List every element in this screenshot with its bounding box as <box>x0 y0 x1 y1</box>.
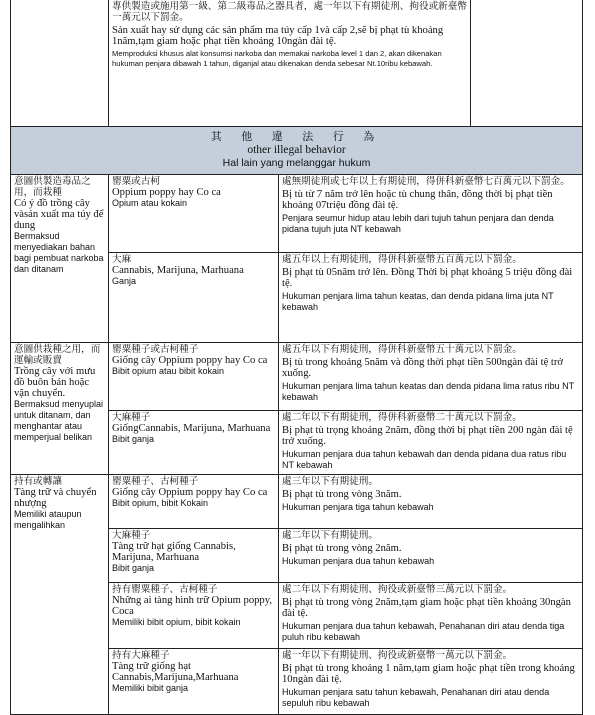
item-id: Opium atau kokain <box>112 197 188 208</box>
section-title-zh: 其 他 違 法 行 為 <box>210 129 383 143</box>
item-cell <box>109 582 279 648</box>
table-row <box>11 174 583 252</box>
category-vi: Trồng cây với mưu đồ buôn bán hoặc vận chuyển. <box>14 365 96 399</box>
category-cell <box>11 174 109 342</box>
penalty-vi: Bị phạt tù trọng khoảng 2năm, đồng thời bị phạt tiền 200 ngàn đài tệ trở xuống. <box>282 424 573 447</box>
top-row-id: Memproduksi khusus alat konsumsi narkoba dan memakai narkoba level 1 dan 2, akan dikenakan hukuman penjara dibawah 1 tahun, diganjal atau dikenakan denda sebesar Nt.10ribu kebawah. <box>112 49 442 68</box>
penalty-cell <box>279 528 583 582</box>
penalty-cell <box>279 174 583 252</box>
category-zh: 意圖供栽種之用，而運輸或販賣 <box>14 343 101 366</box>
top-row <box>11 0 583 126</box>
category-vi: Tàng trữ và chuyển nhượng <box>14 486 97 509</box>
section-title-en: other illegal behavior <box>247 143 346 156</box>
item-cell <box>109 648 279 714</box>
drug-law-table <box>10 0 583 715</box>
item-id: Bibit ganja <box>112 562 155 573</box>
item-zh: 罌粟種子、古柯種子 <box>112 475 199 487</box>
item-zh: 大麻種子 <box>112 529 151 541</box>
item-cell <box>109 528 279 582</box>
penalty-cell <box>279 474 583 528</box>
table-row <box>11 342 583 410</box>
top-row-vi: Sản xuất hay sử dụng các sản phẩm ma túy cấp 1và cấp 2,sẽ bị phạt tù khoảng 1năm,tạm giam hoặc phạt tiền khoảng 10ngàn đài tệ. <box>112 25 444 47</box>
penalty-id: Hukuman penjara dua tahun kebawah dan denda pidana dua ratus ribu NT kebawah <box>282 448 567 470</box>
penalty-zh: 處無期徒刑或七年以上有期徒刑，得併科新臺幣七百萬元以下罰金。 <box>282 175 570 187</box>
penalty-zh: 處一年以下有期徒刑、拘役或新臺幣一萬元以下罰金。 <box>282 649 513 661</box>
penalty-vi: Bị tù trong khoảng 5năm và đồng thời phạt tiền 500ngàn đài tệ trở xuống. <box>282 356 564 379</box>
item-zh: 大麻 <box>112 253 132 265</box>
item-vi: Oppium poppy hay Co ca <box>112 186 221 198</box>
penalty-zh: 處二年以下有期徒刑、拘役或新臺幣三萬元以下罰金。 <box>282 583 513 595</box>
top-row-zh: 專供製造或施用第一級、第二級毒品之器具者，處一年以下有期徒刑、拘役或新臺幣一萬元以下罰金。 <box>112 1 467 23</box>
penalty-id: Hukuman penjara dua tahun kebawah, Penahanan diri atau denda tiga puluh ribu kebawah <box>282 620 565 642</box>
penalty-id: Hukuman penjara tiga tahun kebawah <box>282 501 434 512</box>
top-row-text <box>109 0 471 126</box>
penalty-vi: Bị phạt tù 05năm trở lên. Đồng Thời bị phạt khoảng 5 triệu đồng đài tệ. <box>282 266 573 289</box>
section-title-id: Hal lain yang melanggar hukum <box>222 156 371 169</box>
penalty-id: Hukuman penjara satu tahun kebawah, Penahanan diri atau denda sepuluh ribu kebawah <box>282 686 550 708</box>
category-id: Memiliki ataupun mengalihkan <box>14 508 82 530</box>
item-cell <box>109 474 279 528</box>
penalty-vi: Bị phạt tù trong khoảng 1 năm,tạm giam hoặc phạt tiền trong khoảng 10ngàn đài tệ. <box>282 662 575 685</box>
penalty-cell <box>279 410 583 474</box>
penalty-vi: Bị phạt tù trong vòng 2năm,tạm giam hoặc phạt tiền khoảng 30ngàn đài tệ. <box>282 596 571 619</box>
item-vi: Cannabis, Marijuna, Marhuana <box>112 264 244 276</box>
category-id: Bermaksud menyediakan bahan bagi pembuat narkoba dan ditanam <box>14 230 104 274</box>
penalty-id: Hukuman penjara lima tahun keatas, dan denda pidana lima juta NT kebawah <box>282 290 554 312</box>
table-row <box>11 474 583 528</box>
item-zh: 罌粟種子或古柯種子 <box>112 343 199 355</box>
penalty-zh: 處二年以下有期徒刑，得併科新臺幣二十萬元以下罰金。 <box>282 411 522 423</box>
item-cell <box>109 342 279 410</box>
item-vi: Giống cây Oppium poppy hay Co ca <box>112 354 268 366</box>
item-vi: Giống cây Oppium poppy hay Co ca <box>112 486 268 498</box>
item-vi: Tàng trữ hạt giống Cannabis, Marijuna, Marhuana <box>112 540 236 563</box>
item-cell <box>109 174 279 252</box>
item-id: Bibit ganja <box>112 433 155 444</box>
category-cell <box>11 342 109 474</box>
penalty-vi: Bị tù từ 7 năm trở lên hoặc tù chung thân, đồng thời bị phạt tiền khoảng 07triệu đồng đài tệ. <box>282 188 553 211</box>
item-id: Bibit opium, bibit Kokain <box>112 497 209 508</box>
penalty-id: Hukuman penjara dua tahun kebawah <box>282 555 435 566</box>
category-zh: 持有或轉讓 <box>14 475 62 487</box>
category-zh: 意圖供製造毒品之用，而栽種 <box>14 175 91 198</box>
item-vi: GiốngCannabis, Marijuna, Marhuana <box>112 422 271 434</box>
penalty-zh: 處二年以下有期徒刑。 <box>282 529 378 541</box>
section-header-row <box>11 126 583 174</box>
item-id: Ganja <box>112 275 137 286</box>
penalty-vi: Bị phạt tù trong vòng 3năm. <box>282 488 402 500</box>
category-vi: Có ý đồ trồng cây vàsản xuất ma túy để dung <box>14 197 104 231</box>
penalty-cell <box>279 582 583 648</box>
item-zh: 大麻種子 <box>112 411 151 423</box>
item-cell <box>109 252 279 342</box>
item-id: Memiliki bibit opium, bibit kokain <box>112 616 241 627</box>
penalty-zh: 處五年以上有期徒刑，得併科新臺幣五百萬元以下罰金。 <box>282 253 522 265</box>
item-cell <box>109 410 279 474</box>
penalty-vi: Bị phạt tù trong vòng 2năm. <box>282 542 402 554</box>
penalty-id: Penjara seumur hidup atau lebih dari tujuh tahun penjara dan denda pidana tujuh juta NT kebawah <box>282 212 554 234</box>
item-id: Bibit opium atau bibit kokain <box>112 365 225 376</box>
penalty-zh: 處五年以下有期徒刑，得併科新臺幣五十萬元以下罰金。 <box>282 343 522 355</box>
item-vi: Tàng trữ giống hạt Cannabis,Marijuna,Marhuana <box>112 660 239 683</box>
item-zh: 持有罌粟種子、古柯種子 <box>112 583 218 595</box>
penalty-cell <box>279 648 583 714</box>
item-zh: 持有大麻種子 <box>112 649 170 661</box>
section-header <box>11 126 583 174</box>
item-zh: 罌粟或古柯 <box>112 175 160 187</box>
item-vi: Những ai tàng hình trữ Opium poppy, Coca <box>112 594 272 617</box>
penalty-cell <box>279 342 583 410</box>
penalty-zh: 處三年以下有期徒刑。 <box>282 475 378 487</box>
category-id: Bermaksud menyuplai untuk ditanam, dan menghantar atau memperjual belikan <box>14 398 104 442</box>
category-cell <box>11 474 109 714</box>
penalty-id: Hukuman penjara lima tahun keatas dan denda pidana lima ratus ribu NT kebawah <box>282 380 575 402</box>
penalty-cell <box>279 252 583 342</box>
item-id: Memiliki bibit ganja <box>112 682 189 693</box>
